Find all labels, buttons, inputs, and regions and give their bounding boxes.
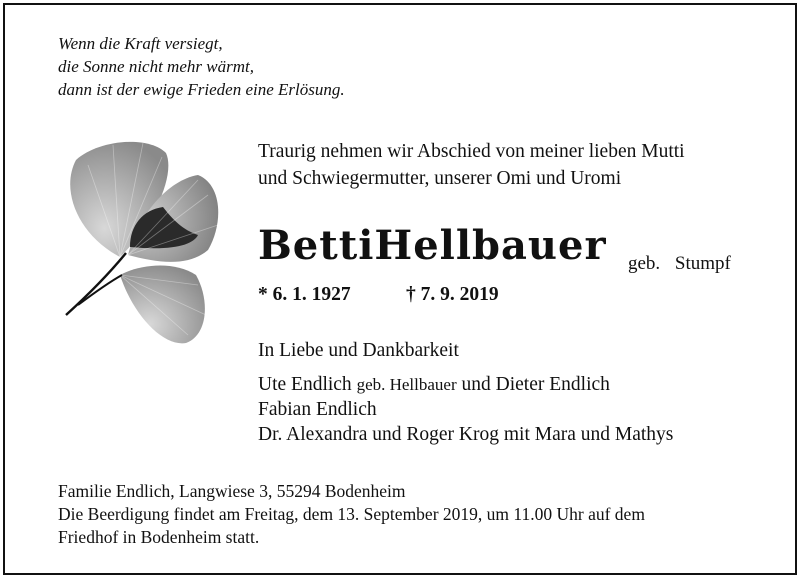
memorial-poem (58, 32, 345, 101)
first-name: Betti (258, 222, 375, 269)
poem-line: die Sonne nicht mehr wärmt, (58, 57, 254, 76)
mourner-partner: und Dieter Endlich (456, 374, 610, 395)
birth-date: * 6. 1. 1927 (258, 284, 351, 305)
intro-line: Traurig nehmen wir Abschied von meiner lieben Mutti (258, 141, 685, 162)
intro-line: und Schwiegermutter, unserer Omi und Uromi (258, 168, 622, 189)
mourner-name: Ute Endlich (258, 374, 357, 395)
footer-info (58, 480, 645, 549)
intro-text (258, 138, 685, 192)
poem-line: Wenn die Kraft versiegt, (58, 34, 223, 53)
mourner-line: Fabian Endlich (258, 399, 377, 420)
poem-line: dann ist der ewige Frieden eine Erlösung. (58, 80, 345, 99)
mourner-birth-name: geb. Hellbauer (356, 375, 457, 394)
funeral-info: Die Beerdigung findet am Freitag, dem 13. September 2019, um 11.00 Uhr auf dem (58, 504, 645, 524)
mourners-list (258, 372, 673, 447)
funeral-info: Friedhof in Bodenheim statt. (58, 527, 260, 547)
deceased-name (258, 222, 607, 269)
birth-name: geb. Stumpf (628, 253, 731, 274)
last-name: Hellbauer (374, 222, 607, 269)
death-date: † 7. 9. 2019 (406, 284, 499, 305)
ginkgo-leaf-icon (58, 135, 228, 350)
mourner-line: Dr. Alexandra und Roger Krog mit Mara und Mathys (258, 424, 674, 445)
mourner-line (258, 372, 673, 397)
mourners-heading: In Liebe und Dankbarkeit (258, 340, 459, 361)
family-address: Familie Endlich, Langwiese 3, 55294 Bodenheim (58, 481, 406, 501)
